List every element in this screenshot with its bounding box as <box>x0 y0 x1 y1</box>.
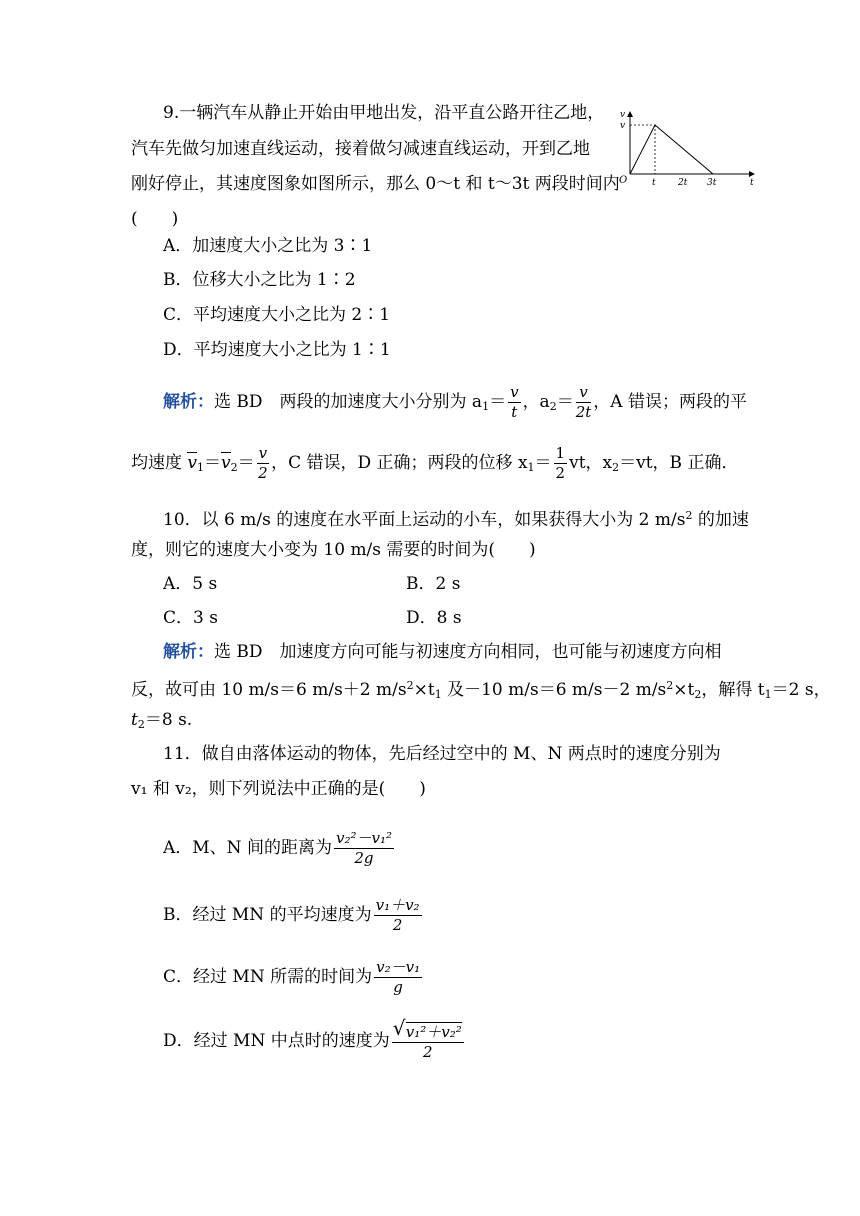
analysis-text: ＝2 s， <box>771 680 831 700</box>
analysis-text: ＝vt，B 正确． <box>619 453 739 473</box>
option-b-fraction: $\frac{\text{v₁＋v₂}}{2}$ <box>375 896 420 934</box>
q11-line2: v₁ 和 v₂，则下列说法中正确的是( ) <box>131 779 426 799</box>
analysis-text: ＝ <box>534 453 552 473</box>
graph-x-tick-t: t <box>652 178 656 188</box>
velocity-time-graph <box>616 108 760 188</box>
analysis-text: ，C 错误，D 正确；两段的位移 x <box>271 453 528 473</box>
q9-option-a: A．加速度大小之比为 3∶1 <box>163 236 373 256</box>
q9-option-c: C．平均速度大小之比为 2∶1 <box>163 305 391 325</box>
option-text: B．经过 MN 的平均速度为 <box>163 905 372 925</box>
analysis-text: 均速度 <box>131 453 182 473</box>
q11-option-b <box>163 893 424 937</box>
graph-y-tick: v <box>620 121 626 131</box>
analysis-text: 选 BD 两段的加速度大小分别为 a <box>214 392 483 412</box>
analysis-text: ＝ <box>489 392 507 412</box>
analysis-text: ＝8 s. <box>144 710 193 730</box>
analysis-text: ×t <box>673 680 695 700</box>
option-text: D．经过 MN 中点时的速度为 <box>163 1031 390 1051</box>
average-velocity-2: v <box>221 453 231 473</box>
fraction-one-half: $\frac{1}{2}$ <box>555 444 566 482</box>
option-a-fraction: $\frac{\text{v₂²－v₁²}}{2g}$ <box>335 829 392 867</box>
fraction-v-over-2: $\frac{v}{2}$ <box>258 444 268 482</box>
analysis-label: 解析： <box>163 642 214 662</box>
q11-option-c <box>163 955 424 999</box>
q10-option-b: B．2 s <box>406 574 461 594</box>
analysis-text: ＝ <box>556 392 574 412</box>
analysis-text: ＝ <box>237 453 255 473</box>
option-text: A．M、N 间的距离为 <box>163 838 332 858</box>
q9-line1: 9.一辆汽车从静止开始由甲地出发，沿平直公路开往乙地， <box>163 103 605 123</box>
q10-option-c: C．3 s <box>163 608 218 628</box>
analysis-text: vt，x <box>569 453 613 473</box>
analysis-text: 反，故可由 10 m/s＝6 m/s＋2 m/s <box>131 680 407 700</box>
graph-x-label: t <box>750 178 754 188</box>
option-d-fraction: √ $\frac{\text{v₁²＋v₂²}}{2}$ <box>392 1022 464 1062</box>
q10-line1: 10．以 6 m/s 的速度在水平面上运动的小车，如果获得大小为 2 $m/s^2$ 的加速 <box>163 509 749 530</box>
graph-velocity-line <box>630 125 713 174</box>
option-c-fraction: $\frac{\text{v₂－v₁}}{g}$ <box>376 958 421 996</box>
analysis-text: ×t <box>413 680 435 700</box>
q9-line3: 刚好停止，其速度图象如图所示，那么 0～t 和 t～3t 两段时间内 <box>131 174 620 194</box>
analysis-text: ＝ <box>204 453 222 473</box>
q9-option-d: D．平均速度大小之比为 1∶1 <box>163 340 391 360</box>
analysis-text: ，解得 t <box>701 680 765 700</box>
analysis-text: t <box>131 710 138 730</box>
graph-origin: O <box>619 175 628 186</box>
q10-analysis-line3: $t_2=8$ s. <box>131 710 193 731</box>
graph-x-tick-3t: 3t <box>707 178 717 188</box>
q9-analysis-line1: 解析：选 BD 两段的加速度大小分别为 $a_1=$ $\frac{v}{t}$ ，$a_2=$ $\frac{v}{2t}$ ，A 错误；两段的平 <box>163 383 747 421</box>
fraction-v-over-t: $\frac{v}{t}$ <box>510 383 519 421</box>
analysis-text: 及－10 m/s＝6 m/s－2 m/s <box>441 680 667 700</box>
graph-x-tick-2t: 2t <box>678 178 688 188</box>
analysis-text: ，A 错误；两段的平 <box>593 392 747 412</box>
q10-line2: 度，则它的速度大小变为 10 m/s 需要的时间为( ) <box>131 540 536 560</box>
q11-option-a <box>163 826 396 870</box>
q11-option-d <box>163 1019 466 1063</box>
q11-line1: 11．做自由落体运动的物体，先后经过空中的 M、N 两点时的速度分别为 <box>163 744 721 764</box>
analysis-text: 选 BD 加速度方向可能与初速度方向相同，也可能与初速度方向相 <box>214 642 722 662</box>
q9-option-b: B．位移大小之比为 1∶2 <box>163 270 356 290</box>
q10-analysis-line1 <box>163 640 722 664</box>
q10-text: 10．以 6 m/s 的速度在水平面上运动的小车，如果获得大小为 2 m/s <box>163 510 686 530</box>
fraction-v-over-2t: $\frac{v}{2t}$ <box>575 383 592 421</box>
q10-analysis-line2: 反，故可由 10 m/s＝6 m/s＋2 $m/s^2\times t_1$ 及－10 m/s＝6 m/s－2 $m/s^2\times t_2$，解得 $t_1=2$ s， <box>131 679 831 701</box>
average-velocity-1: v <box>187 453 198 473</box>
option-text: C．经过 MN 所需的时间为 <box>163 967 373 987</box>
q9-analysis-line2: 均速度 $v_1=v_2=$ $\frac{v}{2}$ ，C 错误，D 正确；两段的位移 $x_1=$ $\frac{1}{2}$ vt，$x_2=vt$，B 正确． <box>131 444 739 482</box>
q10-option-a: A．5 s <box>163 574 218 594</box>
analysis-text: ，a <box>522 392 550 412</box>
graph-y-label: v <box>620 110 626 120</box>
q9-answer-blank: ( ) <box>131 209 179 229</box>
q9-line2: 汽车先做匀加速直线运动，接着做匀减速直线运动，开到乙地 <box>131 139 590 159</box>
q10-option-d: D．8 s <box>406 608 462 628</box>
q10-text: 的加速 <box>692 510 749 530</box>
analysis-label: 解析： <box>163 392 214 412</box>
